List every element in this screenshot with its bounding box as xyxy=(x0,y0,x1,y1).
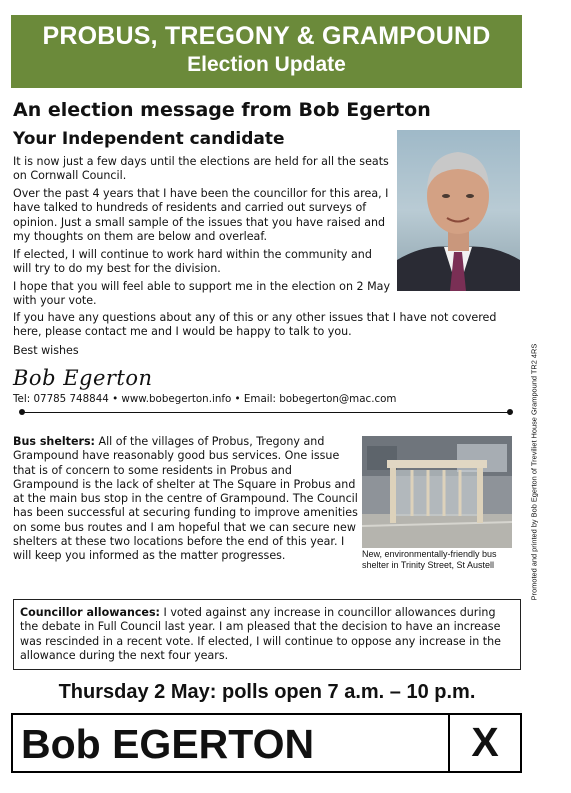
polling-info: Thursday 2 May: polls open 7 a.m. – 10 p.m. xyxy=(58,681,476,703)
banner-subtitle: Election Update xyxy=(187,53,346,76)
signature: Bob Egerton xyxy=(13,366,153,390)
allowances-body: I voted against any increase in councillor allowances during the debate in Full Council last year. I am pleased that the decision to have an increase was rescinded in a recent vote. If elected, I will continue to oppose any increase in the allowance during the next four years. xyxy=(20,606,501,662)
ballot-box xyxy=(11,713,522,773)
intro-paragraph: Over the past 4 years that I have been the councillor for this area, I have talked to hundreds of residents and carried out surveys of opinion. Just a small sample of the issues that you have raised and my thoughts on them are below and overleaf. xyxy=(13,187,389,244)
ballot-cross-mark: X xyxy=(471,719,499,765)
intro-paragraph: If you have any questions about any of this or any other issues that I have not covered here, please contact me and I would be happy to talk to you. xyxy=(13,311,497,339)
main-heading: An election message from Bob Egerton xyxy=(13,99,431,121)
allowances-box xyxy=(13,599,521,670)
allowances-heading: Councillor allowances: xyxy=(20,606,160,619)
imprint xyxy=(528,332,540,612)
banner-title: PROBUS, TREGONY & GRAMPOUND xyxy=(42,22,491,50)
section-divider xyxy=(22,412,510,413)
ballot-name: Bob EGERTON xyxy=(21,721,315,767)
header-banner xyxy=(11,15,522,88)
intro-paragraph: It is now just a few days until the elections are held for all the seats on Cornwall Council. xyxy=(13,155,389,183)
bus-shelter-photo xyxy=(362,436,512,548)
photo-caption: New, environmentally-friendly bus shelter in Trinity Street, St Austell xyxy=(362,549,497,570)
candidate-portrait xyxy=(397,130,520,291)
intro-paragraph: I hope that you will feel able to support me in the election on 2 May with your vote. xyxy=(13,280,391,308)
sign-off: Best wishes xyxy=(13,344,79,357)
intro-paragraph: If elected, I will continue to work hard within the community and will try to do my best for the division. xyxy=(13,248,372,276)
subheading: Your Independent candidate xyxy=(13,129,285,149)
imprint-text: Promoted and printed by Bob Egerton of Treviliet House Grampound TR2 4RS xyxy=(529,343,539,601)
bus-shelters-heading: Bus shelters: xyxy=(13,435,95,448)
bus-shelters-body: All of the villages of Probus, Tregony and Grampound have reasonably good bus services. One issue that is of concern to some residents in Probus and Grampound is the lack of shelter at The Square in Probus and at the main bus stop in the centre of Grampound. The Council has been successful at securing funding to improve amenities on some bus routes and I am hopeful that we can secure new shelters at these two locations before the end of this year. I will keep you informed as the matter progresses. xyxy=(13,435,358,563)
contact-details: Tel: 07785 748844 • www.bobegerton.info • Email: bobegerton@mac.com xyxy=(13,393,397,405)
bus-shelters-section xyxy=(13,435,358,564)
